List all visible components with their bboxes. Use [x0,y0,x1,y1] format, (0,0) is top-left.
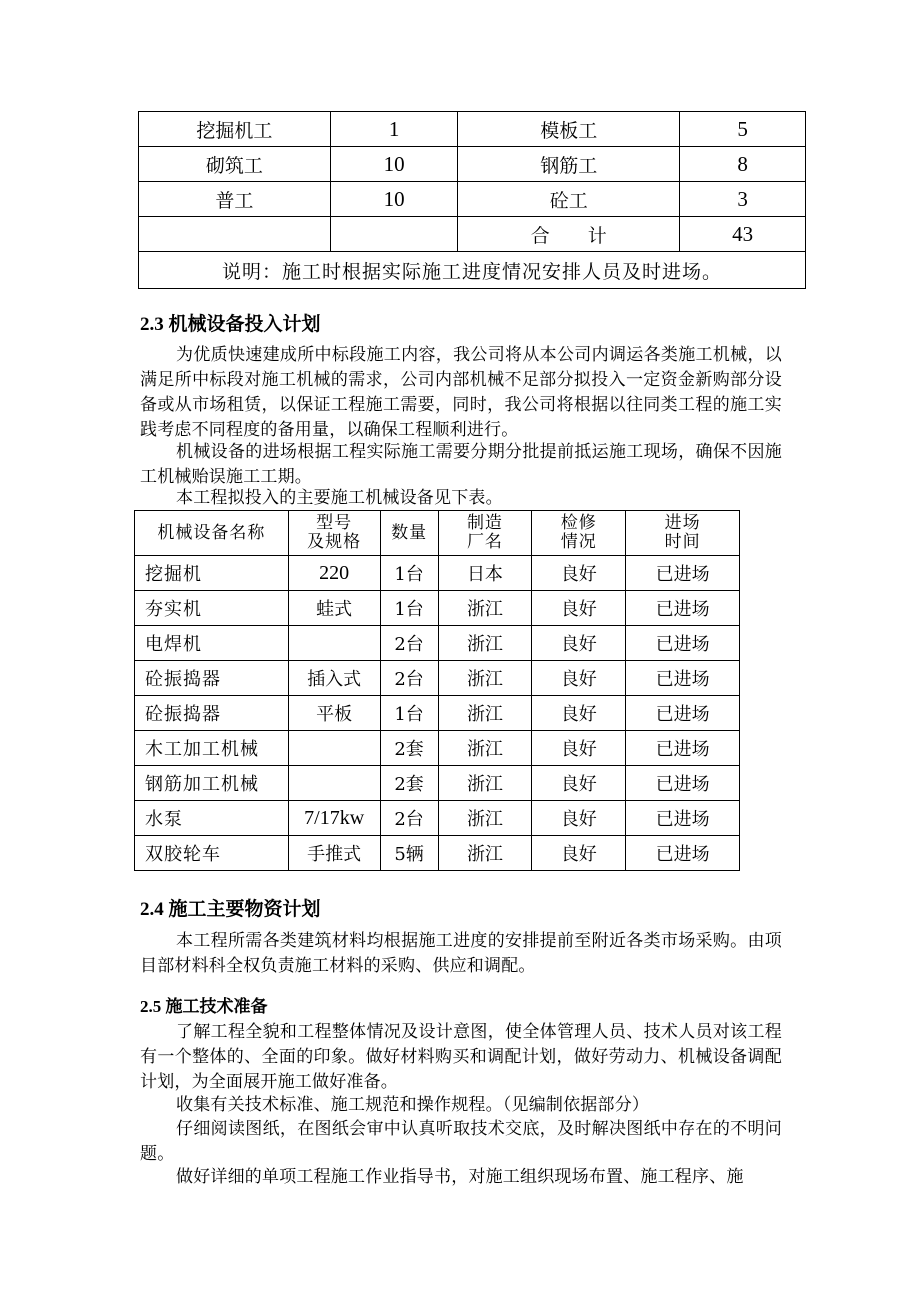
condition-cell: 良好 [532,661,626,696]
labor-count-cell: 10 [330,182,458,217]
machinery-header-row [135,511,740,556]
manufacturer-cell: 浙江 [438,591,532,626]
quantity-cell: 1台 [380,556,438,591]
labor-type-cell [139,217,331,252]
condition-cell: 良好 [532,591,626,626]
labor-type-cell: 钢筋工 [458,147,680,182]
machinery-row [135,696,740,731]
condition-cell: 良好 [532,836,626,871]
model-cell [288,731,380,766]
arrival-cell: 已进场 [626,836,740,871]
machinery-table [134,510,740,871]
header-text: 及规格 [307,532,362,552]
machinery-header-cell [135,511,289,556]
arrival-cell: 已进场 [626,626,740,661]
arrival-cell: 已进场 [626,661,740,696]
labor-note: 说明：施工时根据实际施工进度情况安排人员及时进场。 [139,252,806,289]
machinery-row [135,626,740,661]
model-cell: 平板 [288,696,380,731]
machinery-header-cell [380,511,438,556]
condition-cell: 良好 [532,696,626,731]
model-cell [288,626,380,661]
machine-name-cell: 电焊机 [135,626,289,661]
labor-count-cell: 5 [680,112,806,147]
manufacturer-cell: 浙江 [438,836,532,871]
manufacturer-cell: 浙江 [438,801,532,836]
labor-row [139,112,806,147]
labor-row [139,147,806,182]
header-text: 厂名 [466,532,503,552]
machinery-row [135,591,740,626]
section-2-4-heading: 2.4 施工主要物资计划 [140,899,321,920]
section-2-3-paragraph: 机械设备的进场根据工程实际施工需要分期分批提前抵运施工现场，确保不因施工机械贻误施工工期。 [140,442,782,487]
arrival-cell: 已进场 [626,696,740,731]
arrival-cell: 已进场 [626,591,740,626]
labor-type-cell: 普工 [139,182,331,217]
machinery-row [135,661,740,696]
quantity-cell: 2套 [380,731,438,766]
condition-cell: 良好 [532,626,626,661]
machinery-header-cell [438,511,532,556]
machine-name-cell: 挖掘机 [135,556,289,591]
labor-type-cell: 砼工 [458,182,680,217]
machine-name-cell: 木工加工机械 [135,731,289,766]
labor-type-cell: 模板工 [458,112,680,147]
labor-count-cell: 10 [330,147,458,182]
labor-count-cell: 8 [680,147,806,182]
labor-type-cell: 合 计 [458,217,680,252]
machine-name-cell: 砼振捣器 [135,661,289,696]
arrival-cell: 已进场 [626,766,740,801]
labor-count-cell: 3 [680,182,806,217]
manufacturer-cell: 浙江 [438,661,532,696]
model-cell [288,766,380,801]
quantity-cell: 2台 [380,801,438,836]
manufacturer-cell: 浙江 [438,766,532,801]
section-2-3-paragraph: 为优质快速建成所中标段施工内容，我公司将从本公司内调运各类施工机械，以满足所中标段对施工机械的需求，公司内部机械不足部分拟投入一定资金新购部分设备或从市场租赁，以保证工程施工需要，同时，我公司将根据以往同类工程的施工实践考虑不同程度的备用量，以确保工程顺利进行。 [140,345,782,440]
header-text: 型号 [316,513,353,533]
header-text: 制造 [466,513,503,533]
quantity-cell: 2台 [380,626,438,661]
header-text: 数量 [391,522,428,543]
condition-cell: 良好 [532,731,626,766]
header-text: 机械设备名称 [157,522,266,543]
machinery-header-cell [626,511,740,556]
machinery-row [135,556,740,591]
manufacturer-cell: 浙江 [438,731,532,766]
section-2-3-heading: 2.3 机械设备投入计划 [140,314,321,335]
machinery-row [135,766,740,801]
machinery-row [135,801,740,836]
arrival-cell: 已进场 [626,556,740,591]
quantity-cell: 2台 [380,661,438,696]
model-cell: 7/17kw [288,801,380,836]
labor-count-cell: 1 [330,112,458,147]
manufacturer-cell: 浙江 [438,626,532,661]
arrival-cell: 已进场 [626,731,740,766]
labor-row [139,182,806,217]
condition-cell: 良好 [532,801,626,836]
machine-name-cell: 双胶轮车 [135,836,289,871]
section-2-4-paragraph: 本工程所需各类建筑材料均根据施工进度的安排提前至附近各类市场采购。由项目部材料科全权负责施工材料的采购、供应和调配。 [140,931,782,976]
quantity-cell: 1台 [380,696,438,731]
arrival-cell: 已进场 [626,801,740,836]
labor-note-row [139,252,806,289]
labor-count-cell [330,217,458,252]
condition-cell: 良好 [532,766,626,801]
labor-type-cell: 挖掘机工 [139,112,331,147]
labor-row [139,217,806,252]
section-2-5-paragraph: 做好详细的单项工程施工作业指导书，对施工组织现场布置、施工程序、施 [176,1167,744,1187]
model-cell: 手推式 [288,836,380,871]
machinery-row [135,836,740,871]
condition-cell: 良好 [532,556,626,591]
quantity-cell: 2套 [380,766,438,801]
quantity-cell: 5辆 [380,836,438,871]
labor-count-cell: 43 [680,217,806,252]
machine-name-cell: 水泵 [135,801,289,836]
machinery-row [135,731,740,766]
machinery-header-cell [532,511,626,556]
machine-name-cell: 砼振捣器 [135,696,289,731]
manufacturer-cell: 日本 [438,556,532,591]
header-text: 检修 [560,513,597,533]
section-2-5-paragraph: 收集有关技术标准、施工规范和操作规程。（见编制依据部分） [176,1095,650,1115]
manufacturer-cell: 浙江 [438,696,532,731]
section-2-5-paragraph: 仔细阅读图纸，在图纸会审中认真听取技术交底，及时解决图纸中存在的不明问题。 [140,1119,782,1164]
model-cell: 蛙式 [288,591,380,626]
labor-table [138,111,806,289]
machine-name-cell: 钢筋加工机械 [135,766,289,801]
labor-type-cell: 砌筑工 [139,147,331,182]
quantity-cell: 1台 [380,591,438,626]
model-cell: 220 [288,556,380,591]
model-cell: 插入式 [288,661,380,696]
header-text: 时间 [664,532,701,552]
machinery-header-cell [288,511,380,556]
section-2-5-heading: 2.5 施工技术准备 [140,997,268,1016]
section-2-5-paragraph: 了解工程全貌和工程整体情况及设计意图，使全体管理人员、技术人员对该工程有一个整体的、全面的印象。做好材料购买和调配计划，做好劳动力、机械设备调配计划，为全面展开施工做好准备。 [140,1022,782,1092]
section-2-3-paragraph: 本工程拟投入的主要施工机械设备见下表。 [176,488,503,508]
machine-name-cell: 夯实机 [135,591,289,626]
header-text: 情况 [560,532,597,552]
header-text: 进场 [664,513,701,533]
